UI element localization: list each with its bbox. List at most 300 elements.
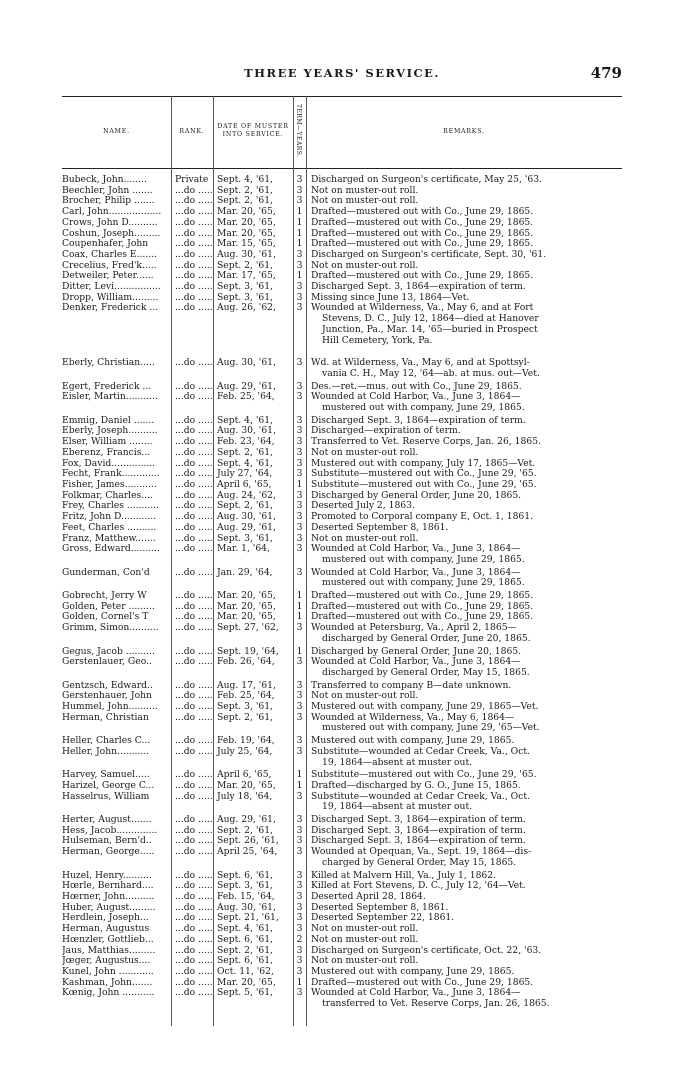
soldier-rank: ...do .....: [175, 657, 213, 668]
soldier-rank: ...do .....: [175, 691, 213, 702]
soldier-rank: ...do .....: [175, 702, 213, 713]
soldier-rank: ...do .....: [175, 490, 213, 501]
column-header-remarks: REMARKS.: [443, 128, 485, 135]
table-row: [62, 392, 622, 413]
soldier-name: Gentzsch, Edward..: [62, 680, 153, 691]
soldier-name: Coshun, Joseph.........: [62, 228, 161, 239]
remarks-line: Hill Cemetery, York, Pa.: [322, 334, 433, 346]
remarks-line: Discharged Sept. 3, 1864—expiration of term.: [311, 835, 526, 847]
soldier-rank: ...do .....: [175, 447, 213, 458]
soldier-rank: ...do .....: [175, 239, 213, 250]
soldier-name: Herman, Christian: [62, 712, 149, 723]
remarks-line: 19, 1864—absent at muster out.: [322, 801, 473, 813]
table-row: [62, 448, 622, 459]
remarks-line: Substitute—wounded at Cedar Creek, Va., Oct.: [311, 745, 530, 757]
term-years: 3: [296, 790, 303, 802]
soldier-name: Coax, Charles E.......: [62, 249, 158, 260]
muster-date: Mar. 20, '65,: [217, 228, 276, 239]
soldier-name: Brocher, Philip .......: [62, 196, 155, 207]
muster-date: Sept. 4, '61,: [217, 458, 273, 469]
remarks-line: Drafted—mustered out with Co., June 29, 1865.: [311, 206, 534, 218]
soldier-name: Jœger, Augustus....: [62, 956, 151, 967]
remarks: [306, 448, 622, 459]
column-header-rank: RANK.: [179, 128, 205, 135]
soldier-name: Coupenhafer, John: [62, 239, 149, 250]
soldier-name: Kunel, John ............: [62, 966, 154, 977]
remarks: [306, 523, 622, 534]
remarks-line: Mustered out with company, July 17, 1865—Vet.: [311, 457, 536, 469]
remarks-line: Wounded at Cold Harbor, Va., June 3, 1864—: [311, 987, 521, 999]
table-row: [62, 988, 622, 1009]
term-years: 3: [296, 923, 303, 935]
soldier-rank: ...do .....: [175, 217, 213, 228]
term-years: 1: [296, 600, 303, 612]
muster-date: Feb. 25, '64,: [217, 691, 275, 702]
soldier-rank: ...do .....: [175, 815, 213, 826]
soldier-name: Herdlein, Joseph...: [62, 913, 149, 924]
soldier-name: Denker, Frederick ...: [62, 303, 159, 314]
term-years: 3: [296, 248, 303, 260]
page-number: 479: [590, 64, 622, 82]
term-years: 1: [296, 216, 303, 228]
soldier-name: Fisher, James...........: [62, 479, 157, 490]
term-years: 3: [296, 532, 303, 544]
muster-date: Sept. 2, '61,: [217, 501, 273, 512]
soldier-rank: ...do .....: [175, 601, 213, 612]
soldier-rank: ...do .....: [175, 966, 213, 977]
muster-date: Sept. 2, '61,: [217, 185, 273, 196]
muster-date: Mar. 17, '65,: [217, 271, 276, 282]
muster-date: April 25, '64,: [217, 847, 278, 858]
remarks-line: Discharged—expiration of term.: [311, 425, 461, 437]
term-years: 3: [296, 291, 303, 303]
term-years: 3: [296, 357, 303, 369]
muster-date: Aug. 24, '62,: [217, 490, 276, 501]
soldier-rank: ...do .....: [175, 303, 213, 314]
remarks: [306, 792, 622, 813]
soldier-rank: ...do .....: [175, 591, 213, 602]
remarks-line: Discharged on Surgeon's certificate, May 25, '63.: [311, 174, 542, 185]
term-years: 2: [296, 933, 303, 945]
remarks-line: Not on muster-out roll.: [311, 933, 419, 945]
remarks: [306, 847, 622, 868]
term-years: 3: [296, 711, 303, 723]
soldier-rank: ...do .....: [175, 913, 213, 924]
term-years: 3: [296, 566, 303, 578]
column-header-years: TERM—YEARS.: [295, 104, 302, 158]
term-years: 3: [296, 901, 303, 913]
remarks: [306, 747, 622, 768]
term-years: 1: [296, 976, 303, 988]
muster-date: Mar. 15, '65,: [217, 239, 276, 250]
table-row: [62, 358, 622, 379]
soldier-name: Crows, John D..........: [62, 217, 158, 228]
running-title: THREE YEARS' SERVICE.: [244, 66, 440, 80]
soldier-rank: ...do .....: [175, 426, 213, 437]
muster-date: Feb. 23, '64,: [217, 437, 275, 448]
soldier-name: Golden, Peter .........: [62, 601, 155, 612]
remarks-line: Des.—ret.—mus. out with Co., June 29, 1865.: [311, 380, 522, 392]
remarks: [306, 988, 622, 1009]
remarks-line: Drafted—mustered out with Co., June 29, 1865.: [311, 238, 534, 250]
soldier-name: Kœnig, John ...........: [62, 988, 155, 999]
column-header-name: NAME.: [103, 128, 130, 135]
soldier-rank: ...do .....: [175, 392, 213, 403]
remarks-line: Discharged by General Order, June 20, 1865.: [311, 489, 522, 501]
muster-date: April 6, '65,: [217, 479, 272, 490]
remarks-line: Mustered out with company, June 29, 1865.: [311, 735, 515, 747]
muster-date: Sept. 3, '61,: [217, 533, 273, 544]
muster-date: Sept. 2, '61,: [217, 260, 273, 271]
soldier-name: Hœrner, John..........: [62, 892, 155, 902]
muster-date: Aug. 30, '61,: [217, 512, 276, 523]
soldier-rank: ...do .....: [175, 847, 213, 858]
muster-date: Sept. 4, '61,: [217, 415, 273, 426]
soldier-rank: ...do .....: [175, 977, 213, 988]
term-years: 3: [296, 489, 303, 501]
muster-date: Mar. 20, '65,: [217, 977, 276, 988]
soldier-rank: ...do .....: [175, 870, 213, 881]
remarks-line: mustered out with company, June 29, '65—Vet.: [322, 722, 540, 734]
soldier-rank: ...do .....: [175, 836, 213, 847]
term-years: 3: [296, 259, 303, 271]
muster-date: Mar. 20, '65,: [217, 217, 276, 228]
soldier-rank: ...do .....: [175, 207, 213, 218]
term-years: 3: [296, 543, 303, 555]
soldier-rank: ...do .....: [175, 680, 213, 691]
soldier-rank: ...do .....: [175, 780, 213, 791]
remarks-line: Not on muster-out roll.: [311, 195, 419, 207]
soldier-rank: ...do .....: [175, 271, 213, 282]
soldier-rank: ...do .....: [175, 612, 213, 623]
remarks-line: Substitute—mustered out with Co., June 29, '65.: [311, 478, 537, 490]
soldier-rank: ...do .....: [175, 825, 213, 836]
muster-date: Sept. 2, '61,: [217, 196, 273, 207]
soldier-name: Bubeck, John........: [62, 175, 147, 185]
term-years: 3: [296, 302, 303, 314]
term-years: 3: [296, 281, 303, 293]
soldier-rank: ...do .....: [175, 567, 213, 578]
remarks-line: Drafted—mustered out with Co., June 29, 1865.: [311, 590, 534, 602]
soldier-name: Herman, George.....: [62, 847, 155, 858]
soldier-rank: ...do .....: [175, 292, 213, 303]
soldier-name: Gross, Edward..........: [62, 544, 160, 555]
term-years: 3: [296, 891, 303, 902]
soldier-name: Frey, Charles ...........: [62, 501, 159, 512]
table-row: [62, 568, 622, 589]
soldier-rank: ...do .....: [175, 956, 213, 967]
soldier-name: Gunderman, Con'd: [62, 567, 150, 578]
muster-date: Feb. 26, '64,: [217, 657, 275, 668]
muster-date: Sept. 19, '64,: [217, 646, 279, 657]
table-top-rule: [62, 96, 622, 97]
term-years: 3: [296, 380, 303, 392]
remarks-line: Junction, Pa., Mar. 14, '65—buried in Prospect: [322, 323, 538, 335]
remarks-line: Drafted—mustered out with Co., June 29, 1865.: [311, 270, 534, 282]
soldier-name: Kashman, John.......: [62, 977, 153, 988]
term-years: 3: [296, 745, 303, 757]
term-years: 3: [296, 735, 303, 747]
soldier-name: Fritz, John D............: [62, 512, 157, 523]
soldier-rank: ...do .....: [175, 282, 213, 293]
remarks-line: Drafted—mustered out with Co., June 29, 1865.: [311, 976, 534, 988]
soldier-name: Grimm, Simon..........: [62, 623, 159, 634]
remarks-line: Not on muster-out roll.: [311, 184, 419, 196]
remarks-line: Mustered out with company, June 29, 1865—Vet.: [311, 701, 539, 713]
column-header-date-line2: INTO SERVICE.: [222, 131, 284, 138]
remarks: [306, 935, 622, 946]
page-header: [62, 64, 622, 84]
soldier-name: Herman, Augustus: [62, 924, 150, 935]
term-years: 3: [296, 622, 303, 634]
term-years: 3: [296, 690, 303, 702]
remarks-line: Discharged Sept. 3, 1864—expiration of term.: [311, 414, 526, 426]
soldier-rank: ...do .....: [175, 381, 213, 392]
term-years: 3: [296, 701, 303, 713]
remarks-line: Not on muster-out roll.: [311, 955, 419, 967]
muster-date: Sept. 2, '61,: [217, 945, 273, 956]
term-years: 3: [296, 184, 303, 196]
remarks-line: Substitute—mustered out with Co., June 29, '65.: [311, 769, 537, 781]
soldier-name: Dropp, William.........: [62, 292, 159, 303]
remarks-line: Promoted to Corporal company E, Oct. 1, 1861.: [311, 511, 534, 523]
remarks: [306, 713, 622, 734]
remarks-line: Wounded at Cold Harbor, Va., June 3, 1864—: [311, 543, 521, 555]
muster-date: Aug. 30, '61,: [217, 358, 276, 369]
remarks-line: mustered out with company, June 29, 1865.: [322, 553, 525, 565]
muster-date: Aug. 30, '61,: [217, 426, 276, 437]
muster-date: Sept. 4, '61,: [217, 924, 273, 935]
muster-date: Aug. 30, '61,: [217, 249, 276, 260]
term-years: 3: [296, 511, 303, 523]
soldier-rank: ...do .....: [175, 415, 213, 426]
term-years: 3: [296, 824, 303, 836]
remarks-line: Wounded at Cold Harbor, Va., June 3, 1864—: [311, 391, 521, 403]
soldier-name: Gerstenlauer, Geo..: [62, 657, 152, 668]
muster-date: Sept. 6, '61,: [217, 956, 273, 967]
term-years: 3: [296, 425, 303, 437]
remarks-line: Wounded at Cold Harbor, Va., June 3, 1864—: [311, 656, 521, 668]
remarks-line: Drafted—mustered out with Co., June 29, 1865.: [311, 611, 534, 623]
remarks-line: Wounded at Cold Harbor, Va., June 3, 1864—: [311, 566, 521, 578]
soldier-rank: ...do .....: [175, 712, 213, 723]
remarks-line: Not on muster-out roll.: [311, 446, 419, 458]
remarks-line: transferred to Vet. Reserve Corps, Jan. 26, 1865.: [322, 998, 550, 1010]
soldier-name: Carl, John..................: [62, 207, 162, 218]
muster-date: Sept. 3, '61,: [217, 881, 273, 892]
remarks: [306, 568, 622, 589]
remarks-line: Drafted—mustered out with Co., June 29, 1865.: [311, 600, 534, 612]
remarks-line: Drafted—mustered out with Co., June 29, 1865.: [311, 216, 534, 228]
table-row: [62, 747, 622, 768]
soldier-name: Emmig, Daniel .......: [62, 415, 155, 426]
soldier-name: Detweiler, Peter......: [62, 271, 154, 282]
remarks-line: Transferred to company B—date unknown.: [311, 679, 512, 691]
soldier-name: Harvey, Samuel.....: [62, 770, 150, 781]
remarks-line: mustered out with company, June 29, 1865.: [322, 402, 525, 414]
table-row: [62, 523, 622, 534]
soldier-rank: ...do .....: [175, 522, 213, 533]
remarks-line: Deserted July 2, 1863.: [311, 500, 415, 512]
soldier-rank: Private: [175, 175, 209, 185]
soldier-name: Beechler, John .......: [62, 185, 153, 196]
remarks-line: Deserted September 8, 1861.: [311, 521, 449, 533]
soldier-rank: ...do .....: [175, 924, 213, 935]
soldier-name: Eisler, Martin...........: [62, 392, 158, 403]
remarks-line: Wounded at Petersburg, Va., April 2, 1865—: [311, 622, 517, 634]
remarks-line: 19, 1864—absent at muster out.: [322, 756, 473, 768]
remarks-line: vania C. H., May 12, '64—ab. at mus. out—Vet.: [322, 367, 540, 379]
remarks-line: Deserted September 8, 1861.: [311, 901, 449, 913]
soldier-rank: ...do .....: [175, 501, 213, 512]
soldier-rank: ...do .....: [175, 892, 213, 902]
soldier-rank: ...do .....: [175, 358, 213, 369]
soldier-rank: ...do .....: [175, 458, 213, 469]
term-years: 3: [296, 679, 303, 691]
term-years: 3: [296, 446, 303, 458]
muster-date: Sept. 3, '61,: [217, 282, 273, 293]
remarks: [306, 358, 622, 379]
soldier-rank: ...do .....: [175, 544, 213, 555]
remarks: [306, 303, 622, 346]
soldier-rank: ...do .....: [175, 479, 213, 490]
soldier-name: Gegus, Jacob ..........: [62, 646, 155, 657]
table-row: [62, 935, 622, 946]
muster-date: Sept. 2, '61,: [217, 825, 273, 836]
soldier-rank: ...do .....: [175, 988, 213, 999]
remarks: [306, 544, 622, 565]
remarks-line: Killed at Malvern Hill, Va., July 1, 1862.: [311, 869, 497, 881]
soldier-name: Franz, Matthew.......: [62, 533, 156, 544]
remarks: [306, 623, 622, 644]
soldier-rank: ...do .....: [175, 736, 213, 747]
remarks-line: Wounded at Wilderness, Va., May 6, and at Fort: [311, 302, 534, 314]
muster-date: Aug. 26, '62,: [217, 303, 276, 314]
remarks-line: Mustered out with company, June 29, 1865.: [311, 965, 515, 977]
term-years: 3: [296, 987, 303, 999]
term-years: 3: [296, 835, 303, 847]
term-years: 1: [296, 227, 303, 239]
soldier-name: Heller, Charles C...: [62, 736, 151, 747]
soldier-name: Gobrecht, Jerry W: [62, 591, 147, 602]
term-years: 3: [296, 414, 303, 426]
remarks-line: discharged by General Order, June 20, 1865.: [322, 632, 531, 644]
remarks-line: Discharged Sept. 3, 1864—expiration of term.: [311, 281, 526, 293]
term-years: 3: [296, 436, 303, 448]
muster-date: July 18, '64,: [217, 791, 273, 802]
soldier-name: Eberly, Joseph..........: [62, 426, 158, 437]
muster-date: Mar. 1, '64,: [217, 544, 270, 555]
soldier-name: Feet, Charles ..........: [62, 522, 157, 533]
muster-date: Sept. 3, '61,: [217, 292, 273, 303]
muster-date: Aug. 29, '61,: [217, 381, 276, 392]
muster-date: Mar. 20, '65,: [217, 601, 276, 612]
muster-date: Aug. 30, '61,: [217, 902, 276, 913]
remarks-line: Discharged on Surgeon's certificate, Oct. 22, '63.: [311, 944, 542, 956]
soldier-rank: ...do .....: [175, 228, 213, 239]
remarks-line: Discharged Sept. 3, 1864—expiration of term.: [311, 814, 526, 826]
remarks-line: Deserted April 28, 1864.: [311, 891, 426, 902]
table-row: [62, 623, 622, 644]
remarks-line: Discharged on Surgeon's certificate, Sept. 30, '61.: [311, 248, 547, 260]
remarks-line: Substitute—wounded at Cedar Creek, Va., Oct.: [311, 790, 530, 802]
muster-date: Feb. 19, '64,: [217, 736, 275, 747]
soldier-name: Gerstenhauer, John: [62, 691, 152, 702]
soldier-name: Hœnzler, Gottlieb...: [62, 934, 154, 945]
term-years: 1: [296, 645, 303, 657]
term-years: 3: [296, 521, 303, 533]
remarks-line: Substitute—mustered out with Co., June 29, '65.: [311, 468, 537, 480]
soldier-name: Hasselrus, William: [62, 791, 150, 802]
remarks-line: Discharged Sept. 3, 1864—expiration of term.: [311, 824, 526, 836]
soldier-name: Eberenz, Francis...: [62, 447, 151, 458]
soldier-rank: ...do .....: [175, 623, 213, 634]
remarks-line: Not on muster-out roll.: [311, 690, 419, 702]
muster-date: Sept. 3, '61,: [217, 702, 273, 713]
muster-date: Aug. 29, '61,: [217, 815, 276, 826]
column-header-date-line1: DATE OF MUSTER: [217, 123, 289, 130]
muster-date: Sept. 5, '61,: [217, 988, 273, 999]
soldier-rank: ...do .....: [175, 746, 213, 757]
table-row: [62, 792, 622, 813]
remarks: [306, 392, 622, 413]
remarks-line: Killed at Fort Stevens, D. C., July 12, '64—Vet.: [311, 880, 526, 892]
soldier-name: Hess, Jacob..............: [62, 825, 158, 836]
term-years: 3: [296, 174, 303, 185]
term-years: 1: [296, 611, 303, 623]
term-years: 1: [296, 478, 303, 490]
soldier-name: Hulseman, Bern'd..: [62, 836, 152, 847]
muster-date: Sept. 6, '61,: [217, 934, 273, 945]
soldier-rank: ...do .....: [175, 437, 213, 448]
term-years: 1: [296, 769, 303, 781]
term-years: 3: [296, 814, 303, 826]
term-years: 3: [296, 195, 303, 207]
term-years: 3: [296, 846, 303, 858]
soldier-rank: ...do .....: [175, 512, 213, 523]
soldier-rank: ...do .....: [175, 646, 213, 657]
soldier-rank: ...do .....: [175, 945, 213, 956]
soldier-rank: ...do .....: [175, 881, 213, 892]
soldier-name: Elser, William ........: [62, 437, 153, 448]
soldier-rank: ...do .....: [175, 770, 213, 781]
table-row: [62, 713, 622, 734]
remarks-line: Transferred to Vet. Reserve Corps, Jan. 26, 1865.: [311, 436, 541, 448]
muster-date: Sept. 2, '61,: [217, 712, 273, 723]
soldier-name: Folkmar, Charles....: [62, 490, 153, 501]
muster-date: July 25, '64,: [217, 746, 273, 757]
term-years: 3: [296, 500, 303, 512]
soldier-name: Fox, David...............: [62, 458, 156, 469]
remarks-line: charged by General Order, May 15, 1865.: [322, 856, 517, 868]
remarks-line: Not on muster-out roll.: [311, 923, 419, 935]
muster-date: Aug. 29, '61,: [217, 522, 276, 533]
term-years: 3: [296, 912, 303, 924]
soldier-rank: ...do .....: [175, 196, 213, 207]
roster-rows: [62, 175, 622, 1010]
term-years: 1: [296, 238, 303, 250]
remarks-line: Discharged by General Order, June 20, 1865.: [311, 645, 522, 657]
soldier-name: Ditter, Levi................: [62, 282, 161, 293]
term-years: 1: [296, 206, 303, 218]
soldier-rank: ...do .....: [175, 791, 213, 802]
remarks-line: Deserted September 22, 1861.: [311, 912, 455, 924]
soldier-name: Harizel, George C...: [62, 780, 155, 791]
term-years: 3: [296, 869, 303, 881]
remarks-line: Stevens, D. C., July 12, 1864—died at Hanover: [322, 313, 539, 325]
header-bottom-rule: [62, 168, 622, 169]
muster-date: Feb. 25, '64,: [217, 392, 275, 403]
